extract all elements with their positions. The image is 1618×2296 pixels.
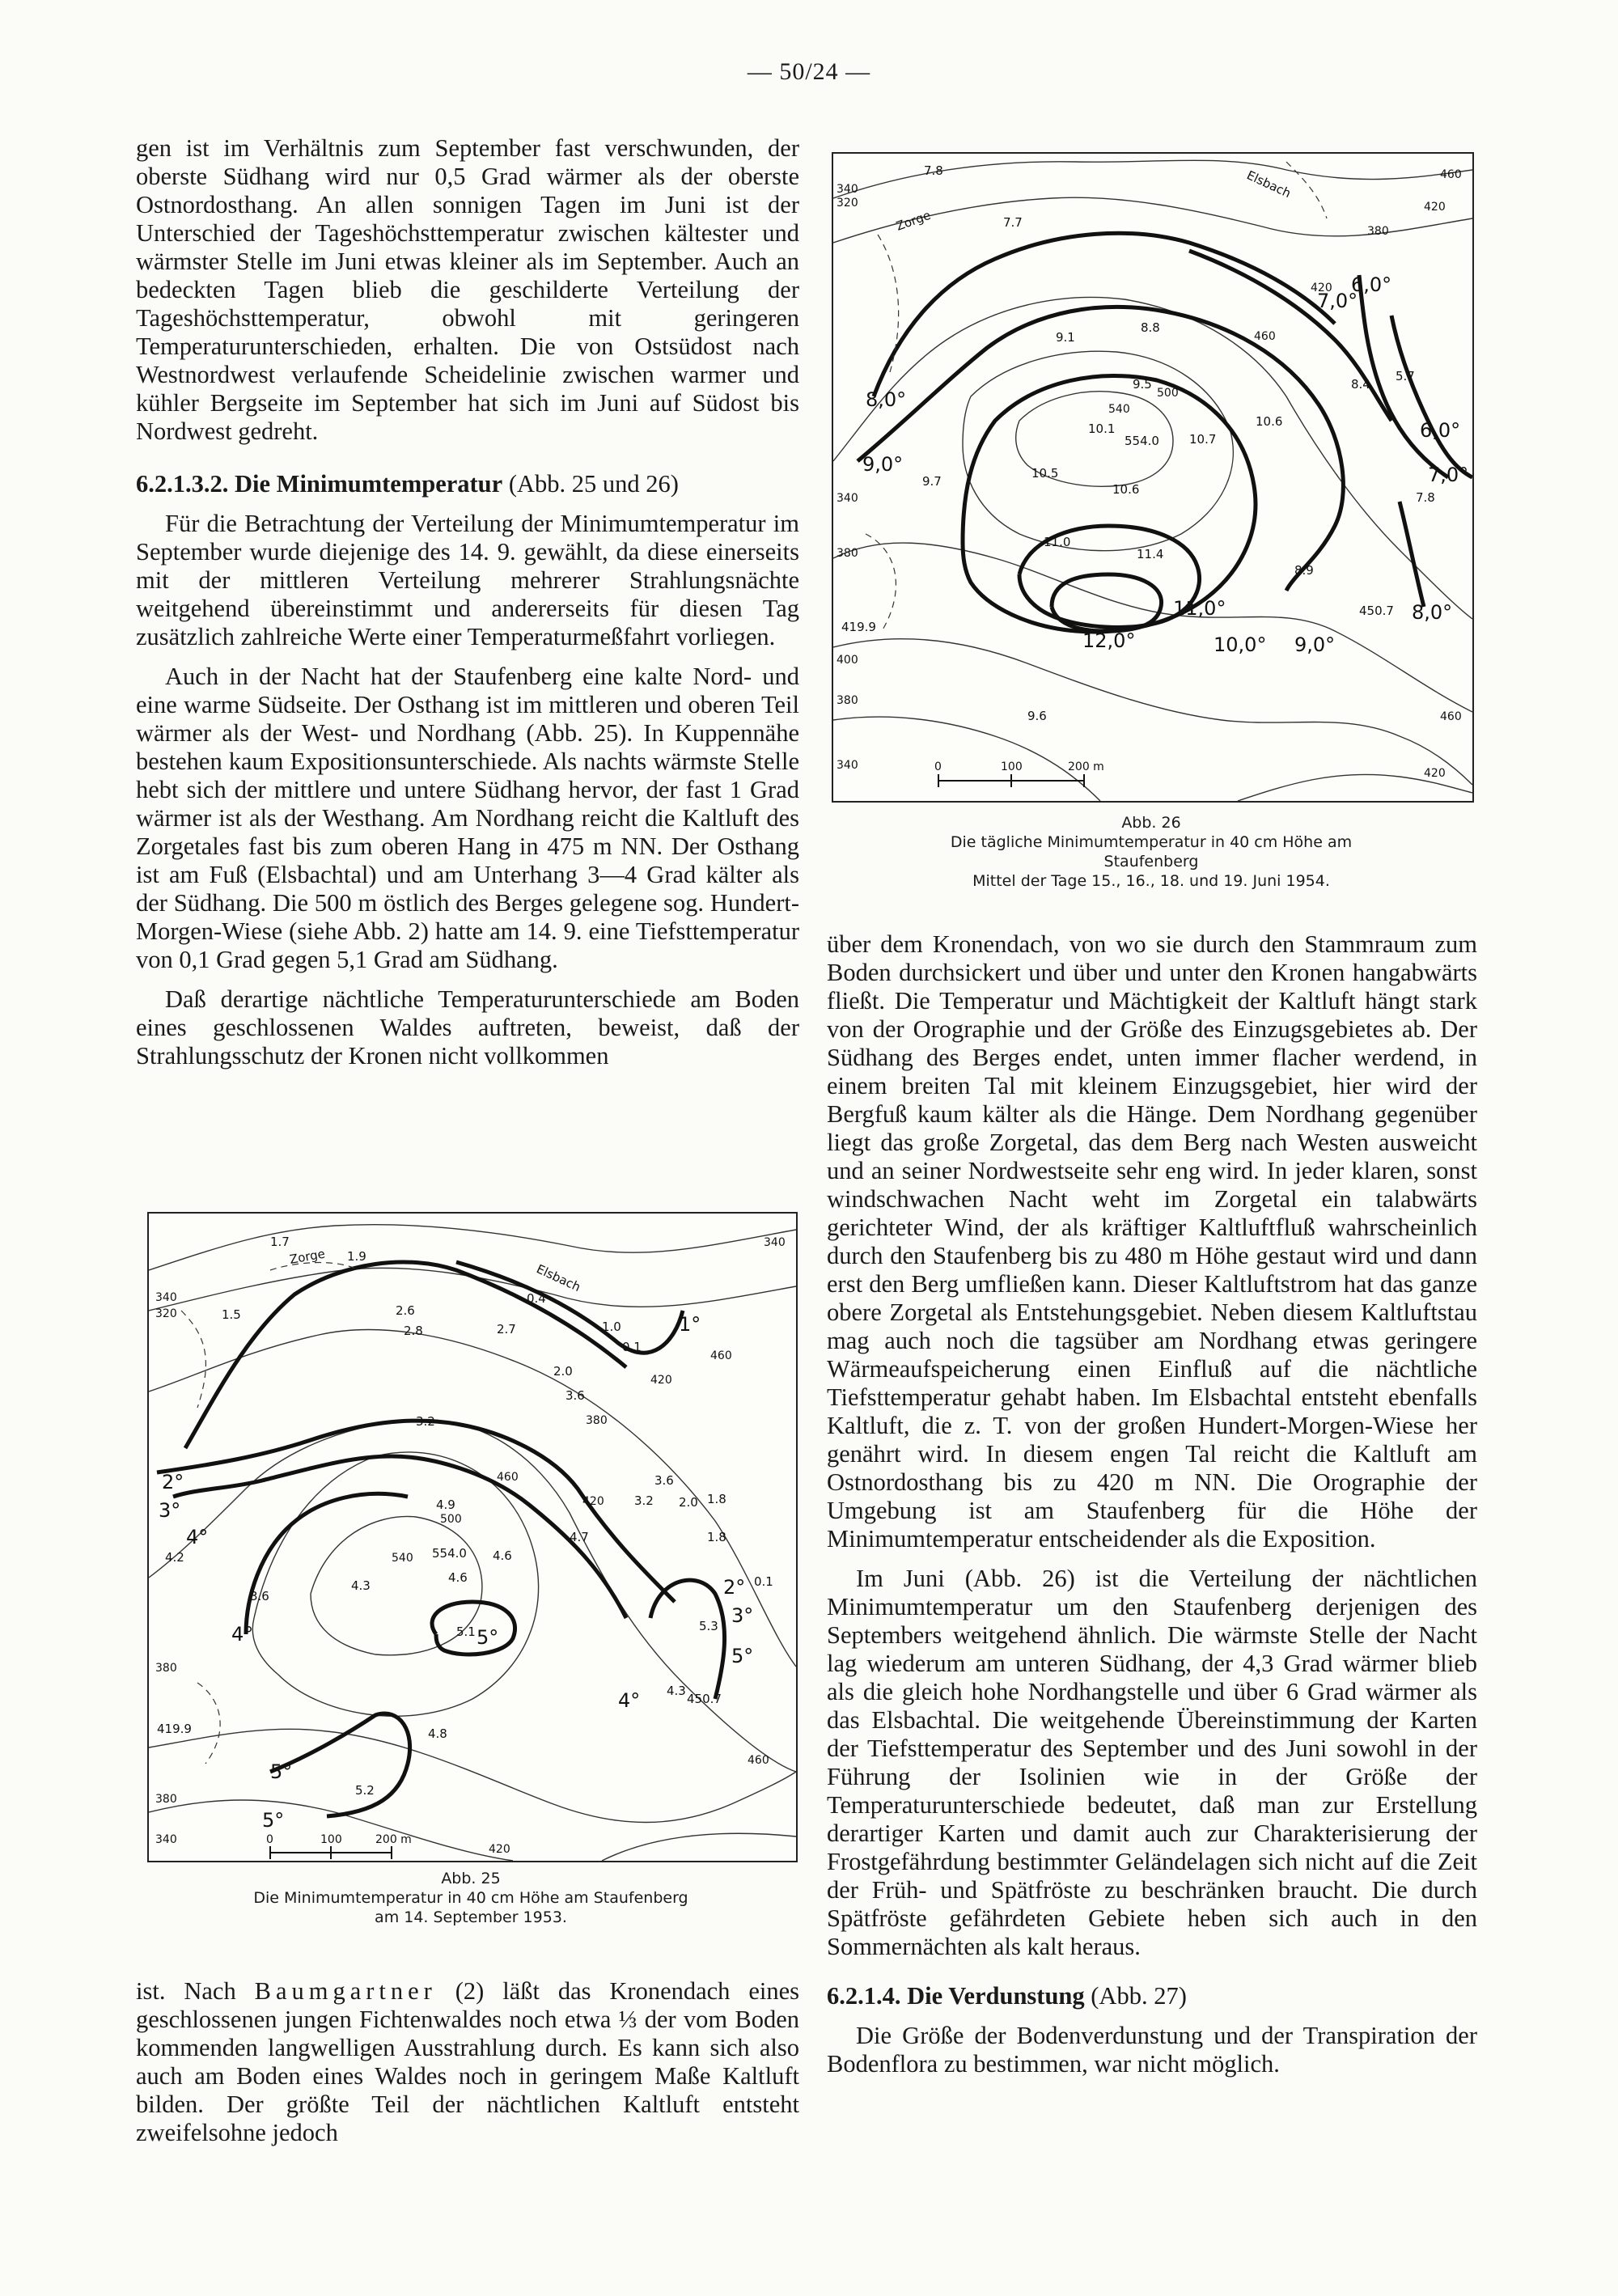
caption-line: am 14. September 1953. (375, 1908, 567, 1926)
station-value: 4.7 (570, 1530, 589, 1544)
isotherm-label: 6,0° (1351, 273, 1392, 296)
figure-26-map (832, 152, 1474, 803)
place-label: Zorge (288, 1246, 327, 1267)
station-value: 8.4 (1351, 377, 1370, 392)
isotherm-label: 1° (679, 1313, 701, 1336)
paragraph: Daß derartige nächtliche Temperaturunterschiede am Boden eines geschlossenen Waldes auftreten, beweist, daß der Strahlungsschutz der Kronen nicht vollkommen (136, 985, 799, 1070)
isotherm-line (246, 1493, 408, 1634)
contour-line (833, 297, 1472, 619)
caption-line: Mittel der Tage 15., 16., 18. und 19. Juni 1954. (972, 872, 1330, 890)
contour-label: 460 (1440, 168, 1462, 181)
contour-line (252, 1452, 538, 1716)
right-column (827, 930, 1477, 2090)
figure-25-caption (147, 1869, 794, 1927)
contour-label: 460 (710, 1349, 732, 1362)
contour-line (833, 543, 1472, 712)
contour-label: 320 (837, 197, 858, 210)
author-name: Baumgartner (254, 1977, 437, 2005)
isotherm-label: 3° (731, 1604, 754, 1627)
station-value: 4.6 (493, 1548, 512, 1563)
paragraph: ist. Nach Baumgartner (2) läßt das Kronendach eines geschlossenen jungen Fichtenwaldes noch etwa ⅓ der vom Boden kommenden langwelligen Ausstrahlung durch. Es kann sich also auch am Boden eines Waldes noch in geringem Maße Kaltluft bilden. Der größte Teil der nächtlichen Kaltluft entsteht zweifelsohne jedoch (136, 1977, 800, 2146)
isotherm-label: 2° (162, 1471, 184, 1493)
isotherm-line (858, 307, 1343, 591)
dashed-boundary (181, 1311, 205, 1408)
scale-label: 0 (266, 1833, 273, 1846)
paragraph: Auch in der Nacht hat der Staufenberg eine kalte Nord- und eine warme Südseite. Der Osthang ist im mittleren und oberen Teil wärmer als der West- und Nordhang (Abb. 25). In Kuppennähe bestehen kaum Expositionsunterschiede. Als nachts wärmste Stelle hebt sich der mittlere und untere Südhang hervor, der fast 1 Grad wärmer ist als der Westhang. Am Nordhang reicht die Kaltluft des Zorgetales fast bis zum oberen Hang in 475 m NN. Der Osthang ist am Fuß (Elsbachtal) und am Unterhang 3—4 Grad kälter als der Südhang. Die 500 m östlich des Berges gelegene sog. Hundert-Morgen-Wiese (siehe Abb. 2) hatte am 14. 9. eine Tiefsttemperatur von 0,1 Grad gegen 5,1 Grad am Südhang. (136, 663, 799, 973)
station-value: 7.8 (924, 163, 943, 178)
isotherm-label: 8,0° (866, 388, 907, 411)
station-value: 0.1 (754, 1574, 773, 1589)
isotherm-label: 10,0° (1214, 633, 1267, 656)
station-value: 10.6 (1256, 414, 1283, 429)
station-value: 5.7 (1396, 369, 1415, 383)
station-value: 3.2 (634, 1493, 654, 1508)
isotherm-label: 11,0° (1173, 597, 1226, 620)
contour-label: 400 (837, 654, 858, 667)
station-value: 0.1 (622, 1340, 642, 1354)
isotherm-label: 7,0° (1428, 464, 1469, 486)
station-value: 3.6 (565, 1388, 585, 1403)
station-value: 1.7 (270, 1235, 290, 1249)
contour-label: 380 (837, 547, 858, 560)
contour-label: 340 (837, 492, 858, 505)
contour-label: 320 (155, 1307, 177, 1320)
isotherm-line (874, 233, 1335, 396)
station-value: 450.7 (1359, 604, 1394, 618)
section-heading-evaporation (827, 1982, 1477, 2010)
contour-label: 420 (582, 1495, 604, 1508)
station-value: 10.7 (1189, 432, 1217, 447)
scale-label: 200 m (375, 1833, 412, 1846)
station-value: 9.6 (1027, 709, 1047, 723)
contour-label: 380 (155, 1793, 177, 1806)
station-value: 4.6 (448, 1570, 468, 1585)
place-label: Elsbach (1244, 167, 1294, 201)
section-ref: (Abb. 27) (1091, 1982, 1187, 2010)
station-value: 3.2 (416, 1414, 435, 1429)
contour-line (833, 717, 1100, 801)
contour-label: 420 (489, 1843, 510, 1856)
isotherm-label: 7,0° (1317, 290, 1358, 312)
station-value: 4.8 (428, 1726, 447, 1741)
dashed-boundary (1286, 162, 1327, 218)
station-value: 2.0 (679, 1495, 698, 1510)
caption-line: Staufenberg (1103, 853, 1199, 871)
caption-line: Die Minimumtemperatur in 40 cm Höhe am Staufenberg (253, 1889, 688, 1907)
isotherm-label: 5° (262, 1809, 285, 1832)
contour-line (602, 1833, 796, 1861)
contour-label: 460 (1440, 710, 1462, 723)
station-value: 7.8 (1416, 490, 1435, 505)
paragraph: gen ist im Verhältnis zum September fast verschwunden, der oberste Südhang wird nur 0,5 Grad wärmer als der oberste Ostnordosthang. An allen sonnigen Tagen im Juni ist der Unterschied der Tageshöchsttemperatur zwischen kältester und wärmster Stelle im Juni etwas kleiner als im September. Auch an bedeckten Tagen blieb die geschilderte Verteilung der Tageshöchsttemperatur, obwohl mit geringeren Temperaturunterschieden, erhalten. Die von Ostsüdost nach Westnordwest verlaufende Scheidelinie zwischen warmer und kühler Bergseite im September hat sich im Juni auf Südost bis Nordwest gedreht. (136, 134, 799, 445)
caption-line: Die tägliche Minimumtemperatur in 40 cm Höhe am (950, 833, 1353, 851)
dashed-boundary (866, 534, 896, 631)
paragraph: Die Größe der Bodenverdunstung und der Transpiration der Bodenflora zu bestimmen, war nicht möglich. (827, 2022, 1477, 2078)
contour-label: 340 (155, 1291, 177, 1304)
section-heading-minimum (136, 470, 799, 498)
contour-line (963, 351, 1233, 550)
station-value: 1.9 (347, 1249, 366, 1264)
page-number: — 50/24 — (747, 58, 871, 85)
station-value: 8.9 (1294, 563, 1314, 578)
isotherm-label: 6,0° (1420, 419, 1461, 442)
contour-label: 380 (1367, 225, 1389, 238)
contour-label: 340 (155, 1833, 177, 1846)
figure-25-map (147, 1212, 798, 1862)
station-value: 9.7 (922, 474, 942, 489)
station-value: 1.8 (707, 1492, 726, 1506)
station-value: 8.8 (1141, 320, 1160, 335)
station-value: 4.3 (667, 1684, 686, 1698)
station-value: 2.6 (396, 1303, 415, 1318)
station-value: 3.6 (250, 1589, 269, 1603)
scale-bar (270, 1846, 392, 1859)
contour-label: 380 (837, 694, 858, 707)
isotherm-line (650, 1580, 725, 1699)
contour-label: 460 (497, 1471, 519, 1484)
contour-label: 380 (586, 1414, 608, 1427)
contour-label: 420 (650, 1374, 672, 1387)
contour-label: 460 (748, 1754, 769, 1767)
station-value: 1.5 (222, 1307, 241, 1322)
contour-label: 380 (155, 1662, 177, 1675)
station-value: 9.5 (1133, 377, 1152, 392)
contour-label: 540 (392, 1552, 413, 1565)
station-value: 9.1 (1056, 330, 1075, 345)
station-value: 419.9 (841, 620, 876, 634)
isotherm-label: 9,0° (1294, 633, 1336, 656)
contour-line (149, 1729, 796, 1822)
isotherm-label: 4° (186, 1526, 209, 1548)
isotherm-label: 9,0° (862, 453, 904, 476)
station-value: 4.3 (351, 1578, 371, 1593)
station-value: 1.0 (602, 1320, 621, 1334)
paragraph: Im Juni (Abb. 26) ist die Verteilung der nächtlichen Minimumtemperatur um den Staufenberg derjenigen des Septembers weitgehend ähnlich. Die wärmste Stelle der Nacht lag wiederum am unteren Südhang, der 4,3 Grad wärmer blieb als die gleich hohe Nordhangstelle und über 6 Grad wärmer als das Elsbachtal. Die weitgehende Übereinstimmung der Karten der Tiefsttemperatur des September und des Juni sowohl in der Führung der Isolinien wie in der Größe der Temperaturunterschiede bedeutet, daß man zur Erstellung derartiger Karten und damit auch zur Charakterisierung der Frostgefährdung bestimmter Geländelagen sich nicht auf die Zeit der Früh- und Spätfröste zu beschränken braucht. Die durch Spätfröste gefährdeten Gebiete heben sich auch in den Sommernächten als kalt heraus. (827, 1565, 1477, 1960)
place-label: Zorge (894, 207, 933, 234)
scale-label: 100 (1001, 760, 1023, 773)
scale-label: 0 (934, 760, 942, 773)
isotherm-label: 5° (477, 1626, 499, 1649)
station-value: 5.3 (699, 1619, 718, 1633)
left-column (136, 134, 799, 1082)
section-number: 6.2.1.3.2. (136, 470, 229, 498)
station-value: 4.2 (165, 1550, 184, 1565)
station-value: 11.0 (1044, 535, 1071, 549)
station-value: 10.6 (1112, 482, 1140, 497)
figure-label: Abb. 25 (441, 1870, 501, 1887)
scale-label: 100 (320, 1833, 342, 1846)
isotherm-label: 5° (270, 1760, 293, 1783)
dashed-boundary (197, 1683, 220, 1764)
left-column-bottom (136, 1977, 799, 2158)
isotherm-label: 8,0° (1412, 601, 1453, 624)
station-value: 2.7 (497, 1322, 516, 1337)
section-title: Die Minimumtemperatur (235, 470, 503, 498)
station-value: 2.0 (553, 1364, 573, 1379)
isotherm-label: 5° (731, 1645, 754, 1667)
station-value: 10.5 (1031, 466, 1059, 481)
isotherm-label: 4° (231, 1623, 254, 1646)
station-value: 450.7 (687, 1692, 722, 1706)
station-value: 3.6 (654, 1473, 674, 1488)
station-value: 5.1 (456, 1625, 476, 1639)
station-value: 7.7 (1003, 215, 1023, 230)
section-ref: (Abb. 25 und 26) (508, 470, 679, 498)
isotherm-label: 12,0° (1082, 629, 1136, 652)
contour-label: 420 (1424, 201, 1446, 214)
contour-label: 500 (440, 1513, 462, 1526)
isotherm-label: 4° (618, 1689, 641, 1712)
station-value: 10.1 (1088, 421, 1116, 436)
paragraph: über dem Kronendach, von wo sie durch den Stammraum zum Boden durchsickert und über und unter den Kronen hangabwärts fließt. Die Temperatur und Mächtigkeit der Kaltluft hängt stark von der Orographie und der Größe des Einzugsgebietes ab. Der Südhang des Berges endet, unten immer flacher werdend, in einem breiten Tal mit kleinem Einzugsgebiet, hier wird der Bergfuß kaum kälter als die Hänge. Dem Nordhang gegenüber liegt das große Zorgetal, das dem Berg nach Westen ausweicht und an seiner Nordwestseite sehr eng wird. In jeder klaren, sonst windschwachen Nacht weht im Zorgetal ein talabwärts gerichteter Wind, der als kräftiger Kaltluftfluß wahrscheinlich durch den Staufenberg bis zu 480 m Höhe gestaut wird und dann erst den Berg umfließen kann. Dieser Kaltluftstrom hat das ganze obere Zorgetal als Entstehungsgebiet. Neben diesem Kaltluftstau mag auch noch die tagsüber am Nordhang etwas geringere Wärmeaufspeicherung einen Einfluß auf die nächtliche Tiefsttemperatur gehabt haben. Im Elsbachtal entsteht ebenfalls Kaltluft, die z. T. von der großen Hundert-Morgen-Wiese her genährt wird. In diesem engen Tal reicht die Kaltluft am Ostnordosthang bis zu 420 m NN. Die Orographie der Umgebung ist am Staufenberg für die Höhe der Minimumtemperatur entscheidender als die Exposition. (827, 930, 1477, 1553)
contour-line (149, 1225, 796, 1270)
station-value: 1.8 (707, 1530, 726, 1544)
contour-label: 420 (1311, 282, 1332, 294)
contour-label: 540 (1108, 403, 1130, 416)
station-value: 2.8 (404, 1324, 423, 1338)
contour-label: 340 (837, 759, 858, 772)
paragraph: Für die Betrachtung der Verteilung der Minimumtemperatur im September wurde diejenige des 14. 9. gewählt, da diese einerseits mit der mittleren Verteilung mehrerer Strahlungsnächte weitgehend übereinstimmt und andererseits für diesen Tag zusätzlich zahlreiche Werte einer Temperaturmeßfahrt vorliegen. (136, 510, 799, 650)
isotherm-line (1052, 574, 1162, 631)
station-value: 554.0 (432, 1546, 467, 1561)
station-value: 4.9 (436, 1497, 455, 1512)
contour-label: 420 (1424, 767, 1446, 780)
figure-26-caption (832, 813, 1471, 891)
station-value: 5.2 (355, 1783, 375, 1798)
scale-bar (938, 774, 1084, 787)
contour-line (833, 639, 1472, 785)
contour-label: 340 (764, 1236, 786, 1249)
isotherm-line (1391, 316, 1472, 477)
isotherm-label: 2° (723, 1576, 746, 1599)
section-number: 6.2.1.4. (827, 1982, 901, 2010)
station-value: 419.9 (157, 1722, 192, 1736)
contour-label: 460 (1254, 330, 1276, 343)
isotherm-label: 3° (159, 1499, 181, 1522)
contour-label: 500 (1157, 387, 1179, 400)
figure-label: Abb. 26 (1121, 814, 1181, 832)
isotherm-line (173, 1456, 626, 1618)
place-label: Elsbach (534, 1261, 583, 1295)
station-value: 11.4 (1137, 547, 1164, 561)
station-value: 554.0 (1125, 434, 1159, 448)
station-value: 0.4 (527, 1291, 546, 1306)
section-title: Die Verdunstung (907, 1982, 1085, 2010)
contour-label: 340 (837, 183, 858, 196)
scale-label: 200 m (1068, 760, 1104, 773)
